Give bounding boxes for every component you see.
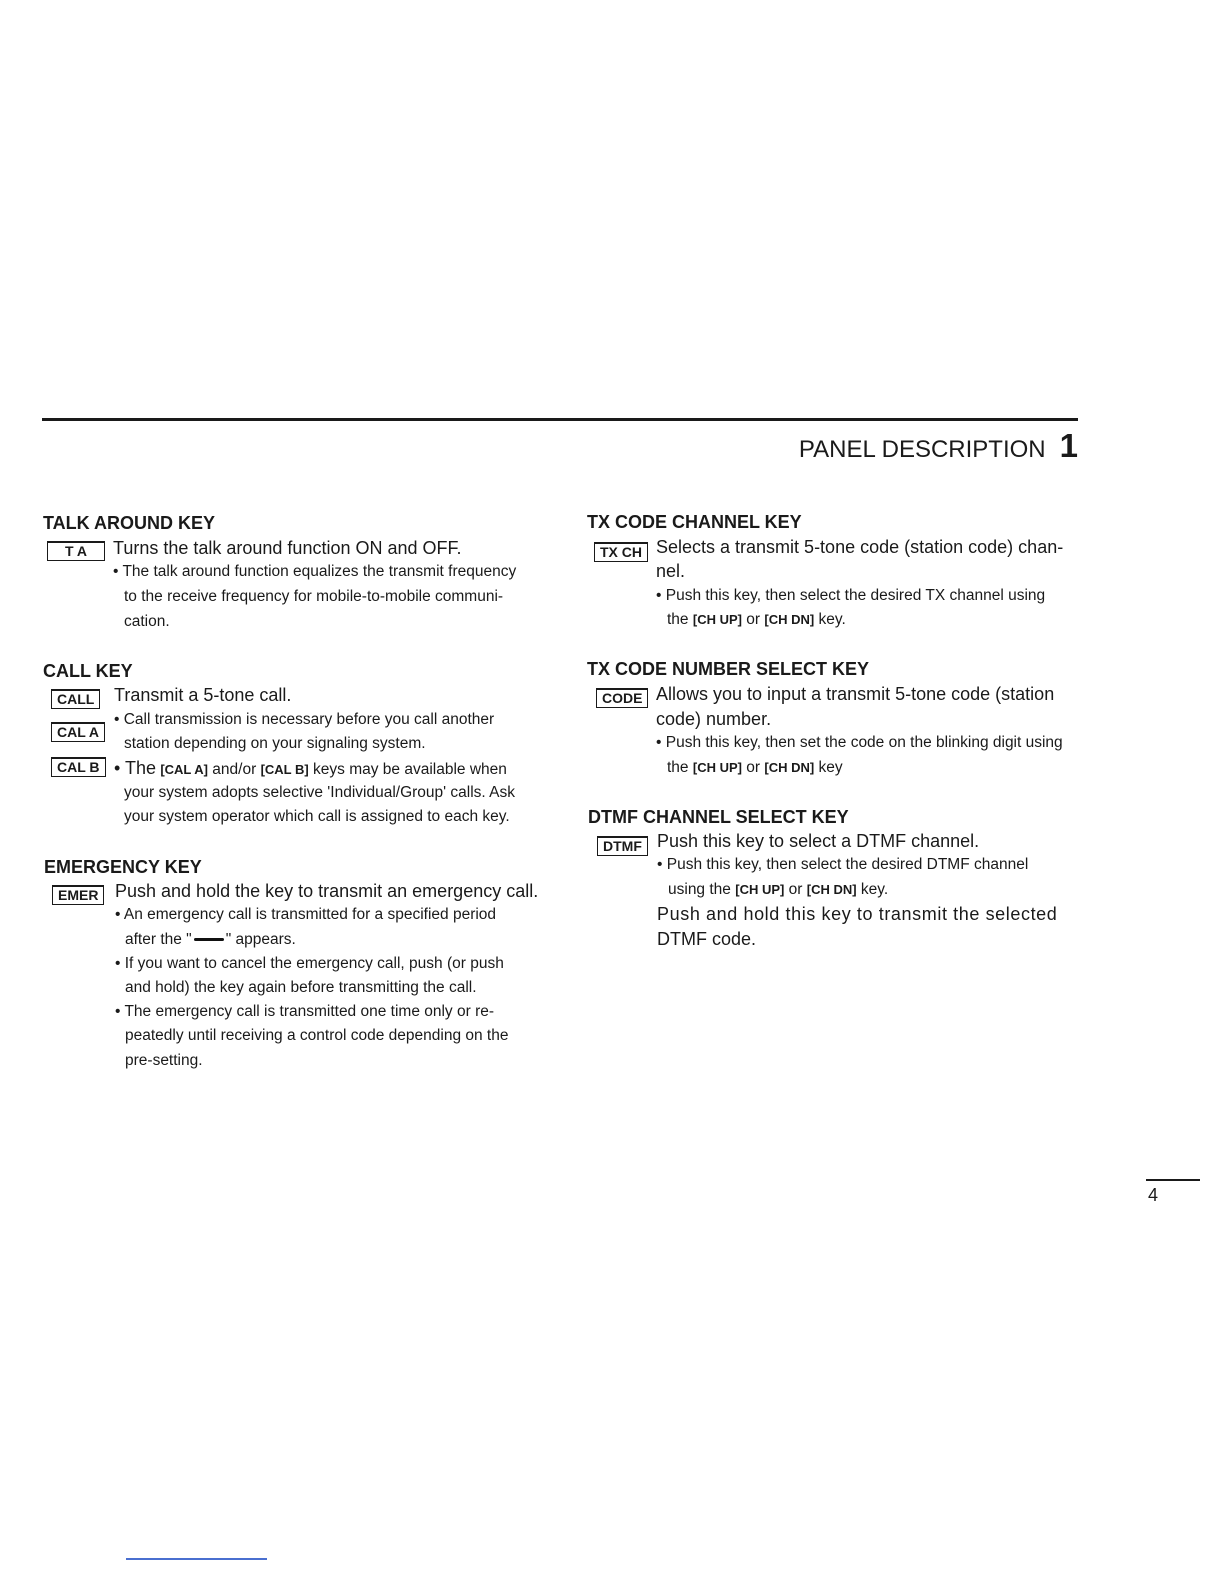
tx-code-number-bullet-1b: [667, 756, 843, 781]
call-lead: Transmit a 5-tone call.: [114, 685, 292, 705]
emergency-lead: Push and hold the key to transmit an emergency call.: [115, 881, 539, 901]
talk-around-bullet-1b: to the receive frequency for mobile-to-mobile communi-: [124, 588, 504, 605]
text: " appears.: [225, 931, 296, 948]
dtmf-bullet-1b: [668, 878, 888, 903]
code-key-icon: CODE: [596, 688, 648, 708]
text: the: [667, 759, 689, 776]
dtmf-para-b: DTMF code.: [657, 929, 757, 949]
call-bullet-2b: your system adopts selective 'Individual/Group' calls. Ask: [124, 784, 516, 801]
tx-code-number-lead-b: code) number.: [656, 709, 772, 729]
text: key.: [818, 611, 846, 628]
talk-around-bullet-1c: cation.: [124, 613, 170, 630]
emergency-indicator-icon: [194, 938, 224, 941]
cal-a-ref: [CAL A]: [160, 762, 208, 777]
call-bullet-1a: • Call transmission is necessary before you call another: [114, 711, 495, 728]
emergency-bullet-3b: peatedly until receiving a control code depending on the: [125, 1027, 509, 1044]
call-key-heading: [43, 659, 133, 683]
talk-around-lead: Turns the talk around function ON and OFF.: [113, 538, 462, 558]
call-bullet-2: [114, 756, 507, 783]
tx-code-number-lead-a: Allows you to input a transmit 5-tone code (station: [656, 684, 1055, 704]
talk-around-bullet-1: • The talk around function equalizes the transmit frequency: [113, 563, 517, 580]
heading-text: CALL KEY: [43, 661, 133, 681]
call-key-icon: CALL: [51, 689, 100, 709]
ch-dn-ref: [CH DN]: [764, 612, 815, 627]
text: key: [818, 759, 843, 776]
header-rule: [42, 418, 1078, 421]
heading-text: TALK AROUND KEY: [43, 513, 215, 533]
call-bullet-2c: your system operator which call is assigned to each key.: [124, 808, 510, 825]
emer-key-icon: EMER: [52, 885, 104, 905]
dtmf-para-a: Push and hold this key to transmit the selected: [657, 904, 1058, 924]
ch-up-ref: [CH UP]: [735, 882, 785, 897]
text: using the: [668, 881, 731, 898]
heading-text: EMERGENCY KEY: [44, 857, 202, 877]
tx-code-number-heading: [587, 657, 869, 681]
emergency-bullet-3a: • The emergency call is transmitted one time only or re-: [115, 1003, 495, 1020]
tx-code-channel-lead-b: nel.: [656, 561, 686, 581]
section-title: PANEL DESCRIPTION: [798, 436, 1046, 463]
text: key.: [860, 881, 889, 898]
call-bullet-1b: station depending on your signaling system.: [124, 735, 426, 752]
tx-code-channel-bullet-1b: [667, 608, 846, 633]
heading-text: DTMF CHANNEL SELECT KEY: [588, 807, 849, 827]
tx-code-channel-lead-a: Selects a transmit 5-tone code (station code) chan-: [656, 537, 1064, 557]
ch-dn-ref: [CH DN]: [806, 882, 857, 897]
tx-code-number-bullet-1a: • Push this key, then set the code on the blinking digit using: [656, 734, 1063, 751]
ch-up-ref: [CH UP]: [692, 760, 742, 775]
emergency-bullet-3c: pre-setting.: [125, 1052, 203, 1069]
talk-around-heading: [43, 511, 215, 535]
text: or: [746, 611, 761, 628]
text: keys may be available when: [313, 761, 507, 778]
page-number: 4: [1148, 1185, 1159, 1205]
emergency-bullet-2b: and hold) the key again before transmitting the call.: [125, 979, 477, 996]
ch-up-ref: [CH UP]: [692, 612, 742, 627]
emergency-bullet-1a: • An emergency call is transmitted for a specified period: [115, 906, 497, 923]
tx-code-channel-heading: [587, 510, 802, 534]
heading-text: TX CODE NUMBER SELECT KEY: [587, 659, 870, 679]
heading-text: TX CODE CHANNEL KEY: [587, 512, 802, 532]
text: after the ": [125, 931, 192, 948]
ta-key-icon: T A: [47, 541, 105, 561]
text: or: [746, 759, 761, 776]
cal-a-key-icon: CAL A: [51, 722, 105, 742]
page-number-rule: [1146, 1179, 1200, 1181]
dtmf-bullet-1a: • Push this key, then select the desired DTMF channel: [657, 856, 1029, 873]
text: and/or: [212, 761, 257, 778]
bottom-rule: [126, 1558, 267, 1560]
ch-dn-ref: [CH DN]: [764, 760, 815, 775]
tx-code-channel-bullet-1a: • Push this key, then select the desired TX channel using: [656, 587, 1046, 604]
dtmf-lead: Push this key to select a DTMF channel.: [657, 831, 980, 851]
emergency-bullet-1b: [125, 928, 296, 953]
dtmf-heading: [588, 805, 849, 829]
text: the: [667, 611, 689, 628]
page-header: [799, 427, 1078, 465]
cal-b-key-icon: CAL B: [51, 757, 106, 777]
dtmf-key-icon: DTMF: [597, 836, 648, 856]
emergency-key-heading: [44, 855, 202, 879]
text: or: [788, 881, 803, 898]
chapter-number: 1: [1059, 427, 1078, 464]
cal-b-ref: [CAL B]: [260, 762, 309, 777]
tx-ch-key-icon: TX CH: [594, 542, 648, 562]
text: • The: [114, 758, 156, 778]
emergency-bullet-2a: • If you want to cancel the emergency call, push (or push: [115, 955, 504, 972]
